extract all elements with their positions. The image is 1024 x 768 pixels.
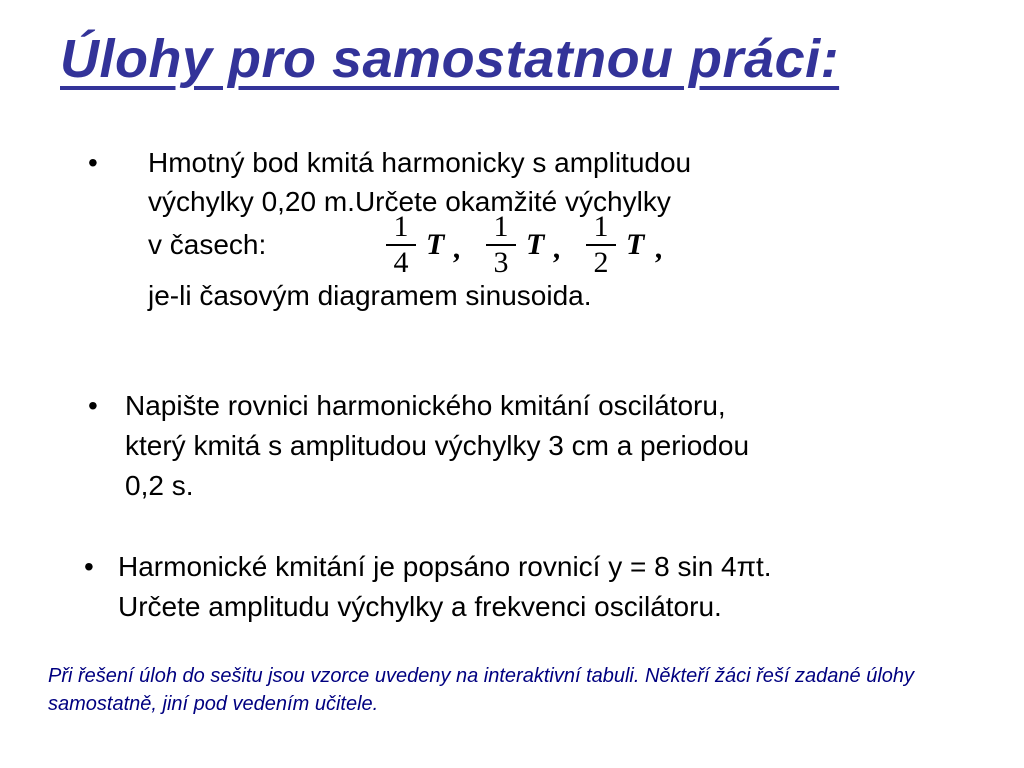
bullet-2: • xyxy=(88,390,98,421)
fraction-2-separator: , xyxy=(554,232,562,265)
task-1-line-4: je-li časovým diagramem sinusoida. xyxy=(148,280,592,311)
fraction-1-numerator: 1 xyxy=(393,210,409,243)
fraction-3-denominator: 2 xyxy=(593,246,609,279)
task-3-line-1: Harmonické kmitání je popsáno rovnicí y = 8 sin 4πt. xyxy=(118,551,772,582)
fraction-3-variable: T xyxy=(626,228,645,261)
task-1-line-1: Hmotný bod kmitá harmonicky s amplitudou xyxy=(148,147,692,178)
footer-note: Při řešení úloh do sešitu jsou vzorce uvedeny na interaktivní tabuli. Někteří žáci řeší zadané úlohy samostatně, jiní pod vedením učitele. xyxy=(48,665,915,715)
fraction-2 xyxy=(486,210,516,280)
bullet-1: • xyxy=(88,147,98,178)
bullet-3: • xyxy=(84,551,94,582)
fraction-1-denominator: 4 xyxy=(393,246,409,279)
fraction-formula xyxy=(386,210,686,282)
task-3-line-2: Určete amplitudu výchylky a frekvenci oscilátoru. xyxy=(118,591,722,622)
page-title: Úlohy pro samostatnou práci: xyxy=(60,29,840,89)
fraction-3-numerator: 1 xyxy=(593,210,609,243)
fraction-2-variable: T xyxy=(526,228,545,261)
task-2-line-3: 0,2 s. xyxy=(125,470,194,501)
fraction-1-separator: , xyxy=(454,232,462,265)
fraction-1-variable: T xyxy=(426,228,445,261)
fraction-3 xyxy=(586,210,616,280)
fraction-1 xyxy=(386,210,416,280)
fraction-3-separator: , xyxy=(656,232,664,265)
task-1-line-2: výchylky 0,20 m.Určete okamžité výchylky xyxy=(148,186,671,217)
task-2-line-1: Napište rovnici harmonického kmitání oscilátoru, xyxy=(125,390,726,421)
fraction-2-numerator: 1 xyxy=(493,210,509,243)
task-2-line-2: který kmitá s amplitudou výchylky 3 cm a periodou xyxy=(125,430,750,461)
fraction-2-denominator: 3 xyxy=(493,246,509,279)
task-1-line-3: v časech: xyxy=(148,229,267,260)
